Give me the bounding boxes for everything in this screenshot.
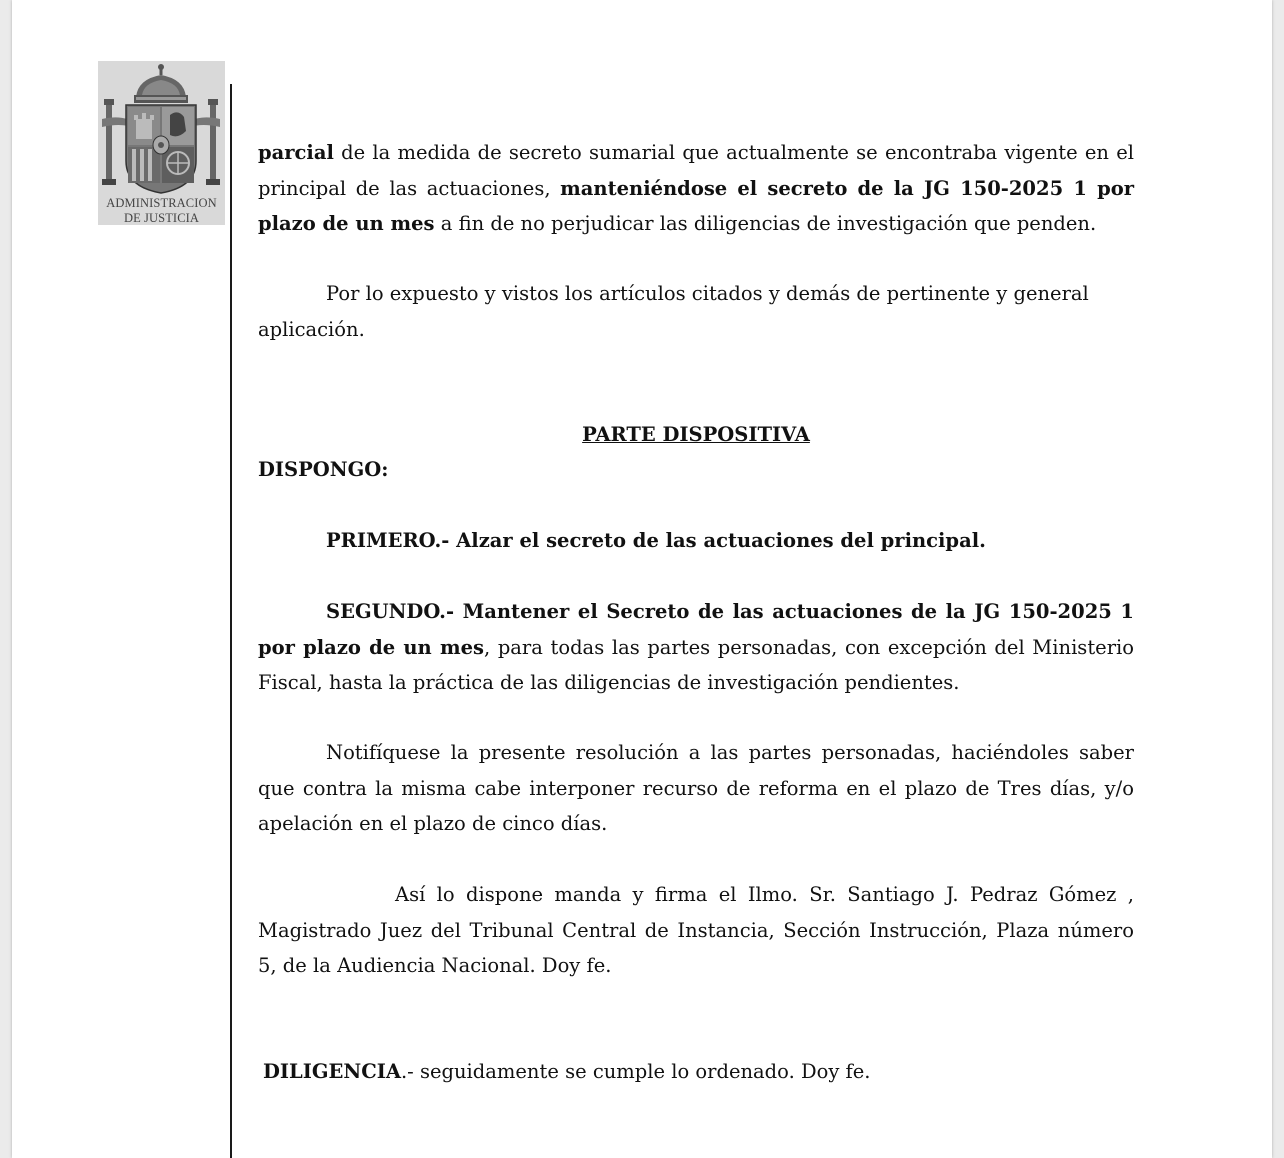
section-heading: PARTE DISPOSITIVA bbox=[582, 423, 810, 446]
paragraph-secreto bbox=[258, 135, 1134, 242]
paragraph-secreto-text-b: a fin de no perjudicar las diligencias de investigación que penden. bbox=[434, 212, 1097, 235]
notificacion-paragraph: Notifíquese la presente resolución a las partes personadas, haciéndoles saber que contra la misma cabe interponer recurso de reforma en el plazo de Tres días, y/o apelación en el plazo de cinco días. bbox=[258, 741, 1134, 835]
dispongo-label bbox=[258, 452, 1134, 488]
paragraph-secreto-text-a: de la medida de secreto sumarial que actualmente se encontraba vigente en el principal de las actuaciones, bbox=[258, 141, 1134, 200]
coat-of-arms-icon bbox=[98, 61, 225, 196]
document-page bbox=[12, 0, 1272, 1158]
diligencia-paragraph bbox=[263, 1054, 1139, 1090]
diligencia-text: .- seguidamente se cumple lo ordenado. Doy fe. bbox=[400, 1060, 871, 1083]
firma-paragraph: Así lo dispone manda y firma el Ilmo. Sr. Santiago J. Pedraz Gómez , Magistrado Juez del Tribunal Central de Instancia, Sección Instrucción, Plaza número 5, de la Audiencia Nacional. Doy fe. bbox=[258, 883, 1134, 977]
primero-paragraph bbox=[258, 523, 1134, 559]
bold-manteniendose: manteniéndose el secreto de la JG 150-2025 1 por plazo de un mes bbox=[258, 176, 1134, 235]
dispongo-text: DISPONGO: bbox=[258, 458, 389, 481]
bold-parcial: parcial bbox=[258, 141, 334, 164]
paragraph-expuesto: Por lo expuesto y vistos los artículos citados y demás de pertinente y general aplicación. bbox=[258, 282, 1089, 341]
segundo-text: , para todas las partes personadas, con excepción del Ministerio Fiscal, hasta la práctica de las diligencias de investigación pendientes. bbox=[258, 635, 1134, 694]
coat-of-arms-logo bbox=[98, 61, 225, 225]
segundo-bold: SEGUNDO.- Mantener el Secreto de las actuaciones de la JG 150-2025 1 por plazo de un mes bbox=[258, 600, 1134, 659]
emblem-line-1: ADMINISTRACION bbox=[106, 196, 217, 210]
primero-text: PRIMERO.- Alzar el secreto de las actuaciones del principal. bbox=[326, 529, 986, 552]
emblem-line-2: DE JUSTICIA bbox=[123, 211, 200, 225]
diligencia-bold: DILIGENCIA bbox=[263, 1060, 401, 1083]
segundo-paragraph bbox=[258, 594, 1134, 701]
margin-rule bbox=[230, 84, 232, 1158]
